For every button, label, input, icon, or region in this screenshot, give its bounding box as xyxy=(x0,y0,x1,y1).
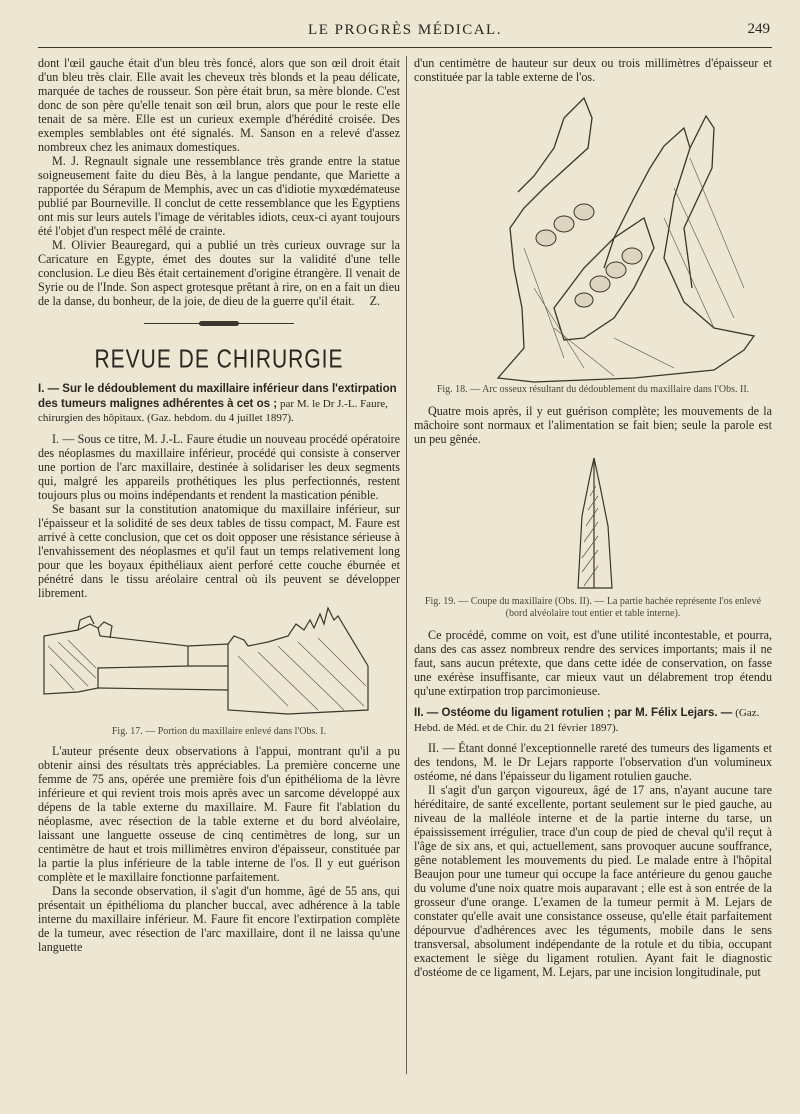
intro-paragraph-2: M. J. Regnault signale une ressemblance très grande entre la statue soigneusement faite du dieu Bès, à la langue pendante, que Mariette a rapportée du Sérapum de Memphis, avec un cas d'idiotie myxœdémateuse publié par Bourneville. Il conclut de cette ressemblance que les Egyptiens ont mis sur leurs autels l'image de véritables idiots, ceux-ci ayant toujours été l'objet d'un respect mêlé de crainte. xyxy=(38,154,400,238)
article2-paragraph-1: II. — Étant donné l'exceptionnelle rareté des tumeurs des ligaments et des tendons, M. le Dr Lejars rapporte l'observation d'un volumineux ostéome, né dans l'épaisseur du ligament rotulien gauche. xyxy=(414,741,772,783)
figure-17-caption: Fig. 17. — Portion du maxillaire enlevé dans l'Obs. I. xyxy=(111,725,327,737)
figure-18-caption: Fig. 18. — Arc osseux résultant du dédoublement du maxillaire dans l'Obs. II. xyxy=(436,384,750,395)
paragraph-after-fig19: Ce procédé, comme on voit, est d'une utilité incontestable, et pourra, dans des cas assez nombreux rendre des services importants; mais il ne faut, sans aucun prétexte, que dans cette idée de conservation, on fasse une exérèse insuffisante, car mieux vaut un délabrement trop étendu qu'une extirpation trop parcimonieuse. xyxy=(414,628,772,698)
article1-heading-block xyxy=(38,382,400,426)
figure-19-caption: Fig. 19. — Coupe du maxillaire (Obs. II). — La partie hachée représente l'os enlevé (bord alvéolaire tout entier et table interne). xyxy=(424,596,762,619)
section-title: REVUE DE CHIRURGIE xyxy=(94,345,344,374)
paragraph-after-fig18: Quatre mois après, il y eut guérison complète; les mouvements de la mâchoire sont normaux et l'alimentation se fait bien; seule la parole est un peu gênée. xyxy=(414,404,772,446)
article1-paragraph-3: L'auteur présente deux observations à l'appui, montrant qu'il a pu obtenir ainsi des résultats très appréciables. La première concerne une femme de 75 ans, opérée une première fois d'un épithélioma de la lèvre inférieure et qui revient trois mois après avec un sarcome développé aux dépens de la table externe du maxillaire. M. Faure fit l'ablation du néoplasme, avec résection de la table externe et du bord alvéolaire, laissant une languette osseuse de cinq centimètres de long, sur un centimètre de haut et trois millimètres environ d'épaisseur, constituée par la partie la plus inférieure de la table interne de l'os. Il y eut guérison complète et le maxillaire fonctionne parfaitement. xyxy=(38,743,400,884)
figure-18 xyxy=(414,88,772,396)
article2-heading-block xyxy=(414,706,772,735)
article1-meta: par M. le Dr J.-L. Faure, chirurgien des hôpitaux. (Gaz. hebdom. du 4 juillet 1897). xyxy=(38,397,388,424)
figure-19 xyxy=(414,456,772,620)
intro-paragraph-3: M. Olivier Beauregard, qui a publié un très curieux ouvrage sur la Caricature en Egypte, émet des doutes sur la validité d'une telle conclusion. Le dieu Bès était certainement d'origine étrangère. Il venait de Syrie ou de l'Inde. Son aspect grotesque prêtant à rire, on en a fait un dieu de la danse, du bonheur, de la joie, de dieu de la guerre qu'il était. xyxy=(38,238,400,308)
article1-paragraph-1: I. — Sous ce titre, M. J.-L. Faure étudie un nouveau procédé opératoire des néoplasmes du maxillaire inférieur, procédé qui consiste à conserver une portion de l'arc maxillaire, destinée à solidariser les deux segments qui, malgré les appareils prothétiques les plus perfectionnés, restent toujours plus ou moins indépendants et rendent la mastication pénible. xyxy=(38,431,400,502)
right-column xyxy=(414,56,772,1104)
intro-paragraph-1: dont l'œil gauche était d'un bleu très foncé, alors que son œil droit était d'un bleu très clair. Elle avait les cheveux très blonds et la peau délicate, marquée de taches de rousseur. Son père était brun, sa mère blonde. C'est donc de son père qu'elle tenait son œil brun, alors que pour le reste elle tenait de sa mère. Elle est un curieux exemple d'hérédité croisée. Des exemples semblables ont été signalés. M. Sanson en a relevé d'assez nombreux chez les animaux domestiques. xyxy=(38,56,400,154)
jaw-fragment-drawing xyxy=(38,606,400,726)
right-top-paragraph: d'un centimètre de hauteur sur deux ou trois millimètres d'épaisseur et constituée par la table externe de l'os. xyxy=(414,56,772,84)
section-ornament xyxy=(38,314,400,332)
article1-paragraph-2: Se basant sur la constitution anatomique du maxillaire inférieur, sur l'épaisseur et la solidité de ses deux tables de tissu compact, M. Faure est arrivé à cette conclusion, que cet os doit opposer une résistance sérieuse à l'envahissement des néoplasmes et qu'il faut un temps relativement long pour que les boyaux épithéliaux aient perforé cette couche éburnée et pénétré dans le tissu aréolaire central où ils peuvent se développer librement. xyxy=(38,501,400,600)
article1-heading: I. — Sur le dédoublement du maxillaire inférieur dans l'extirpation des tumeurs malignes adhérentes à cet os ; xyxy=(38,383,397,410)
page-header xyxy=(38,20,772,48)
page-number: 249 xyxy=(747,21,770,37)
article1-paragraph-4: Dans la seconde observation, il s'agit d'un homme, âgé de 55 ans, qui présentait un épithélioma du plancher buccal, avec adhérence à la table interne du maxillaire inférieur. M. Faure fit encore l'extirpation complète de la tumeur, avec résection de l'arc maxillaire, dont il ne laissa qu'une languette xyxy=(38,883,400,954)
article2-meta: (Gaz. Hebd. de Méd. et de Chir. du 21 février 1897). xyxy=(414,707,760,734)
article2-paragraph-2: Il s'agit d'un garçon vigoureux, âgé de 17 ans, n'ayant aucune tare héréditaire, de santé excellente, portant seulement sur le pied gauche, au niveau de la malléole interne et de la partie interne du tarse, un épaississement irrégulier, trace d'un coup de pied de cheval qu'il reçut à l'âge de six ans, et qui, actuellement, sans provoquer aucune souffrance, gêne notablement les mouvements du pied. Le malade entre à l'hôpital Beaujon pour une tumeur qui occupe la face antérieure du genou gauche du volume d'une noix quatre mois auparavant ; elle est à son entrée de la grosseur d'une orange. L'examen de la tumeur permit à M. Lejars de constater qu'elle avait une consistance osseuse, qu'elle était parfaitement dépourvue d'adhérences avec les téguments, mobile dans le sens transversal, absolument indépendante de la rotule et du tibia, occupant exactement le siège du ligament rotulien. Ayant fait le diagnostic d'ostéome de ce ligament, M. Lejars, par une incision longitudinale, put xyxy=(414,783,772,979)
left-column xyxy=(38,56,400,1104)
column-divider xyxy=(406,56,407,1074)
article2-heading: II. — Ostéome du ligament rotulien ; par M. Félix Lejars. — xyxy=(414,707,733,719)
mandible-arc-drawing xyxy=(414,88,772,384)
signature: Z. xyxy=(369,294,380,308)
figure-17 xyxy=(38,606,400,738)
jaw-section-drawing xyxy=(414,456,772,596)
journal-title: LE PROGRÈS MÉDICAL. xyxy=(308,22,502,38)
